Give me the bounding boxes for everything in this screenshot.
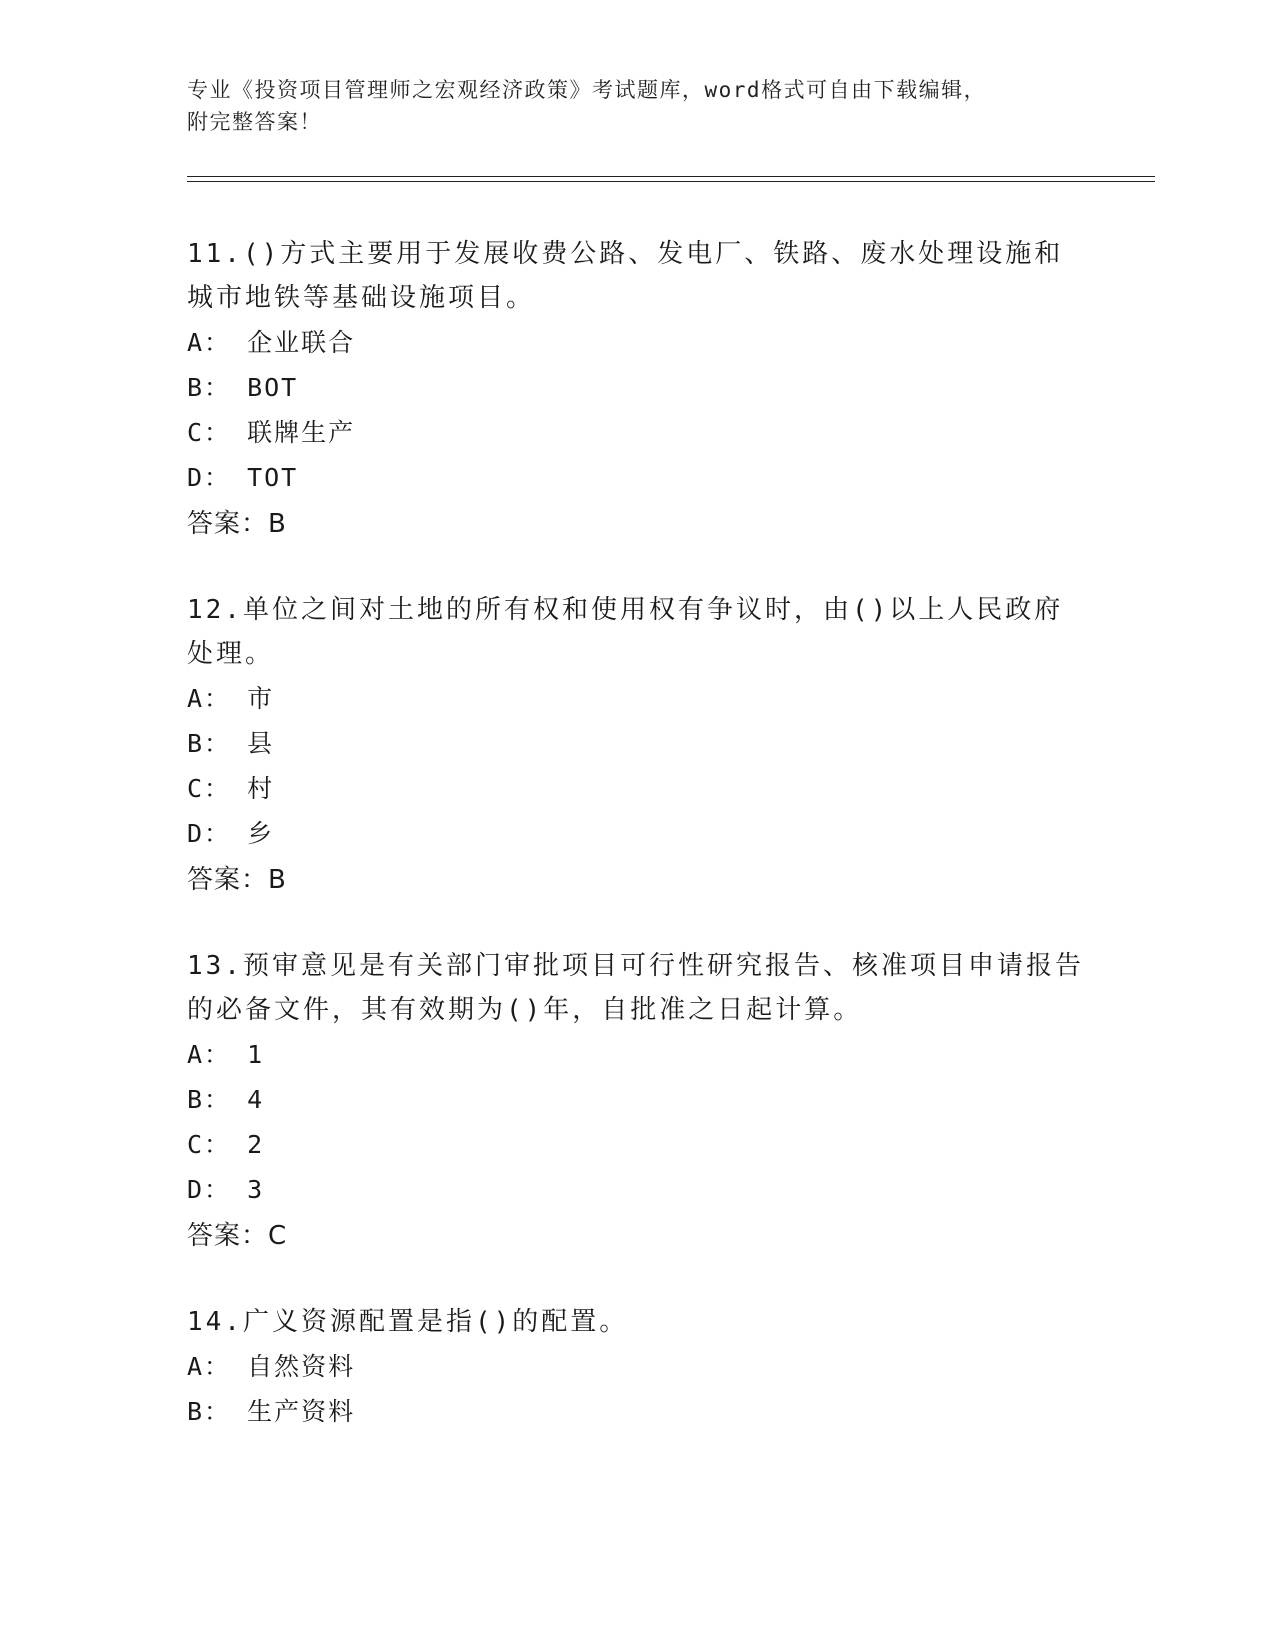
header-rule-top — [187, 176, 1155, 177]
option-b — [187, 1077, 1087, 1122]
option-value: 县 — [247, 729, 275, 758]
header-rule-bottom — [187, 181, 1155, 182]
option-key: A： — [187, 684, 232, 713]
option-d — [187, 455, 1087, 500]
header-line-2: 附完整答案！ — [187, 110, 322, 134]
option-key: B： — [187, 1397, 232, 1426]
option-key: B： — [187, 1085, 232, 1114]
option-d — [187, 1167, 1087, 1212]
option-value: 村 — [247, 774, 275, 803]
option-b — [187, 365, 1087, 410]
answer: 答案：B — [187, 509, 287, 539]
option-value: 3 — [247, 1175, 265, 1204]
question-stem: 12.单位之间对土地的所有权和使用权有争议时，由()以上人民政府处理。 — [187, 595, 1064, 669]
option-key: D： — [187, 1175, 232, 1204]
option-c — [187, 410, 1087, 455]
option-a — [187, 1344, 1087, 1389]
option-value: 市 — [247, 684, 275, 713]
option-value: 生产资料 — [247, 1397, 356, 1426]
option-key: A： — [187, 328, 232, 357]
option-value: 乡 — [247, 819, 275, 848]
option-value: 联牌生产 — [247, 418, 356, 447]
question-12 — [187, 588, 1087, 904]
option-value: 企业联合 — [247, 328, 356, 357]
option-key: C： — [187, 418, 232, 447]
answer: 答案：C — [187, 1221, 288, 1251]
option-a — [187, 320, 1087, 365]
option-key: D： — [187, 463, 232, 492]
option-b — [187, 1389, 1087, 1434]
option-b — [187, 721, 1087, 766]
question-stem: 11.()方式主要用于发展收费公路、发电厂、铁路、废水处理设施和城市地铁等基础设施项目。 — [187, 239, 1064, 313]
option-key: D： — [187, 819, 232, 848]
option-value: 2 — [247, 1130, 265, 1159]
question-11 — [187, 232, 1087, 548]
option-c — [187, 1122, 1087, 1167]
option-key: C： — [187, 774, 232, 803]
option-key: A： — [187, 1040, 232, 1069]
question-stem: 14.广义资源配置是指()的配置。 — [187, 1307, 629, 1337]
option-a — [187, 1032, 1087, 1077]
document-header — [187, 74, 1087, 138]
question-13 — [187, 944, 1087, 1260]
option-value: TOT — [247, 463, 299, 492]
option-key: A： — [187, 1352, 232, 1381]
option-key: B： — [187, 729, 232, 758]
option-a — [187, 676, 1087, 721]
question-14 — [187, 1300, 1087, 1434]
question-stem: 13.预审意见是有关部门审批项目可行性研究报告、核准项目申请报告的必备文件，其有效期为()年，自批准之日起计算。 — [187, 951, 1084, 1025]
header-line-1: 专业《投资项目管理师之宏观经济政策》考试题库，word格式可自由下载编辑， — [187, 78, 987, 102]
option-value: 4 — [247, 1085, 265, 1114]
option-value: BOT — [247, 373, 299, 402]
answer: 答案：B — [187, 865, 287, 895]
option-d — [187, 811, 1087, 856]
option-key: C： — [187, 1130, 232, 1159]
option-key: B： — [187, 373, 232, 402]
option-value: 1 — [247, 1040, 265, 1069]
option-value: 自然资料 — [247, 1352, 356, 1381]
question-list — [187, 232, 1087, 1474]
option-c — [187, 766, 1087, 811]
